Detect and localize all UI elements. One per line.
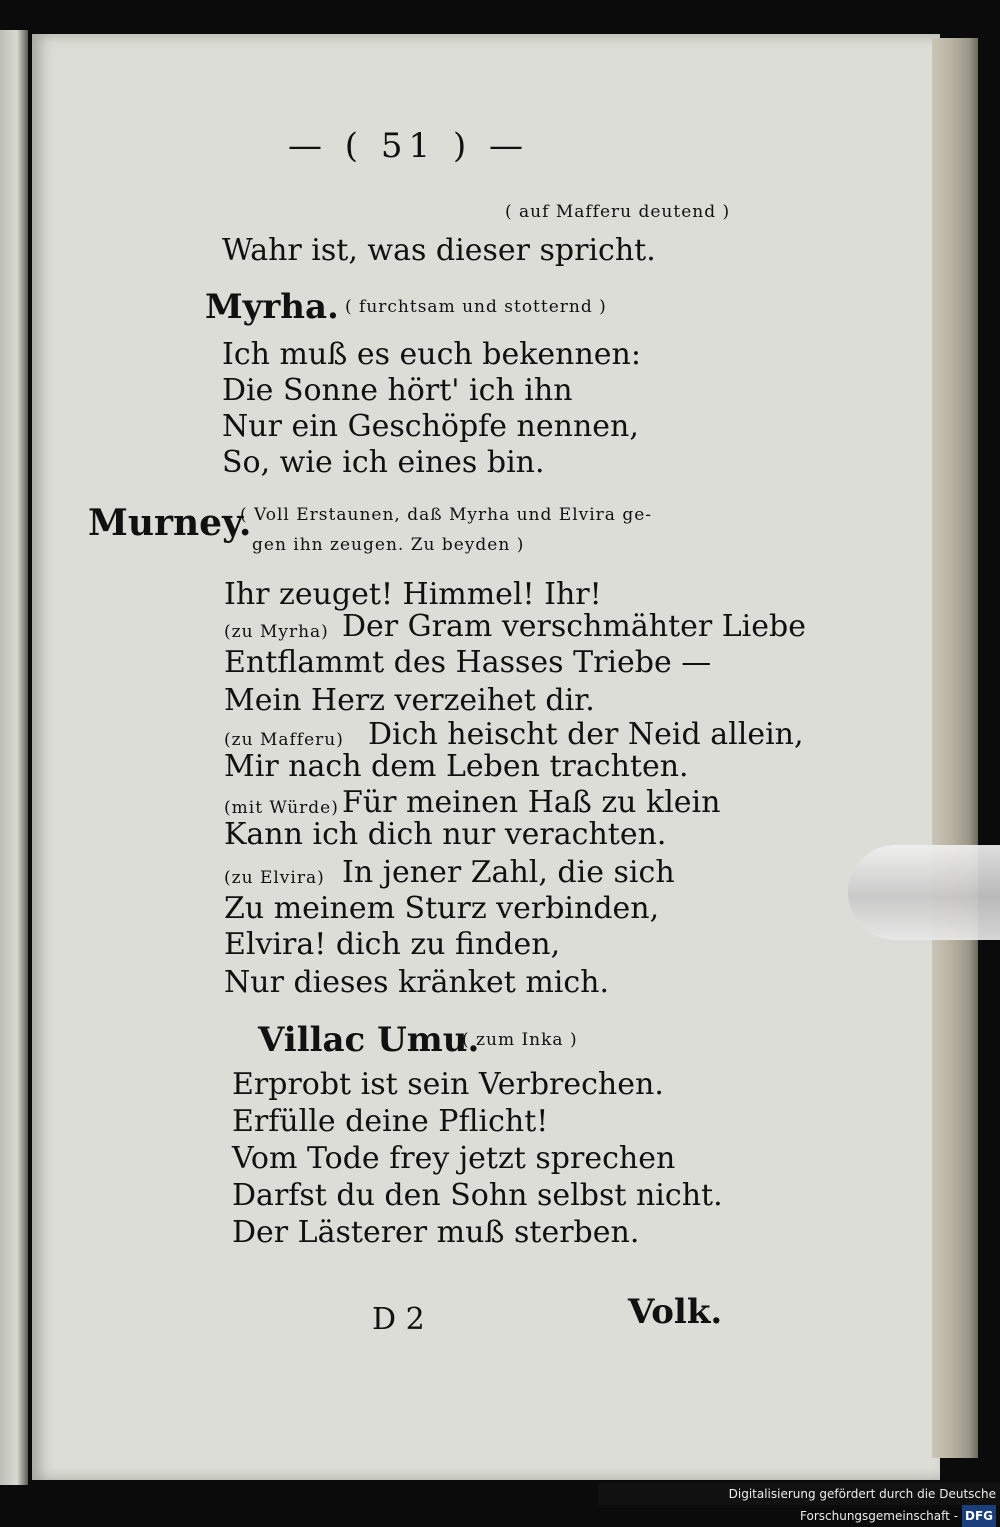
verse-line: Nur ein Geschöpfe nennen, [222, 409, 639, 444]
verse-line: Kann ich dich nur verachten. [224, 817, 667, 852]
verse-line: Für meinen Haß zu klein [342, 785, 721, 820]
page-stack-edge [932, 38, 978, 1458]
stage-direction: gen ihn zeugen. Zu beyden ) [252, 535, 525, 555]
stage-direction: (zu Myrha) [224, 622, 329, 642]
verse-line: Darfst du den Sohn selbst nicht. [232, 1178, 723, 1213]
stage-direction: ( Voll Erstaunen, daß Myrha und Elvira ge- [240, 505, 653, 525]
stage-direction: ( zum Inka ) [462, 1030, 578, 1050]
verse-line: Mir nach dem Leben trachten. [224, 749, 689, 784]
page-clip [848, 845, 1000, 940]
stage-direction: (zu Mafferu) [224, 730, 344, 750]
verse-line: Ihr zeuget! Himmel! Ihr! [224, 577, 602, 612]
verse-line: Mein Herz verzeihet dir. [224, 683, 595, 718]
footer-text: Digitalisierung gefördert durch die Deutsche Forschungsgemeinschaft - [728, 1487, 996, 1523]
page-number: — ( 51 ) — [288, 126, 530, 166]
speaker-name: Murney. [88, 502, 252, 544]
stage-direction: ( auf Mafferu deutend ) [505, 202, 731, 222]
speaker-name: Myrha. [205, 287, 339, 327]
digitization-footer [598, 1483, 1000, 1523]
verse-line: Erfülle deine Pflicht! [232, 1104, 549, 1139]
verse-line: Erprobt ist sein Verbrechen. [232, 1067, 664, 1102]
verse-line: Der Gram verschmähter Liebe [342, 609, 806, 644]
stage-direction: (zu Elvira) [224, 868, 325, 888]
stage-direction: ( furchtsam und stotternd ) [345, 297, 607, 317]
stage-direction: (mit Würde) [224, 798, 339, 818]
speaker-name: Villac Umu. [258, 1020, 480, 1060]
verse-line: Vom Tode frey jetzt sprechen [232, 1141, 676, 1176]
verse-line: Nur dieses kränket mich. [224, 965, 610, 1000]
verse-line: So, wie ich eines bin. [222, 445, 545, 480]
verse-line: Entflammt des Hasses Triebe — [224, 645, 712, 680]
signature-mark: D 2 [372, 1302, 425, 1337]
verse-line: Dich heischt der Neid allein, [368, 717, 804, 752]
catchword: Volk. [628, 1292, 723, 1332]
verse-line: Wahr ist, was dieser spricht. [222, 233, 656, 268]
dfg-logo: DFG [962, 1505, 996, 1527]
verse-line: Ich muß es euch bekennen: [222, 337, 641, 372]
verse-line: Die Sonne hört' ich ihn [222, 373, 573, 408]
verse-line: Zu meinem Sturz verbinden, [224, 891, 660, 926]
verse-line: Der Lästerer muß sterben. [232, 1215, 640, 1250]
verse-line: Elvira! dich zu finden, [224, 927, 561, 962]
facing-page-edge [0, 30, 28, 1485]
verse-line: In jener Zahl, die sich [342, 855, 675, 890]
